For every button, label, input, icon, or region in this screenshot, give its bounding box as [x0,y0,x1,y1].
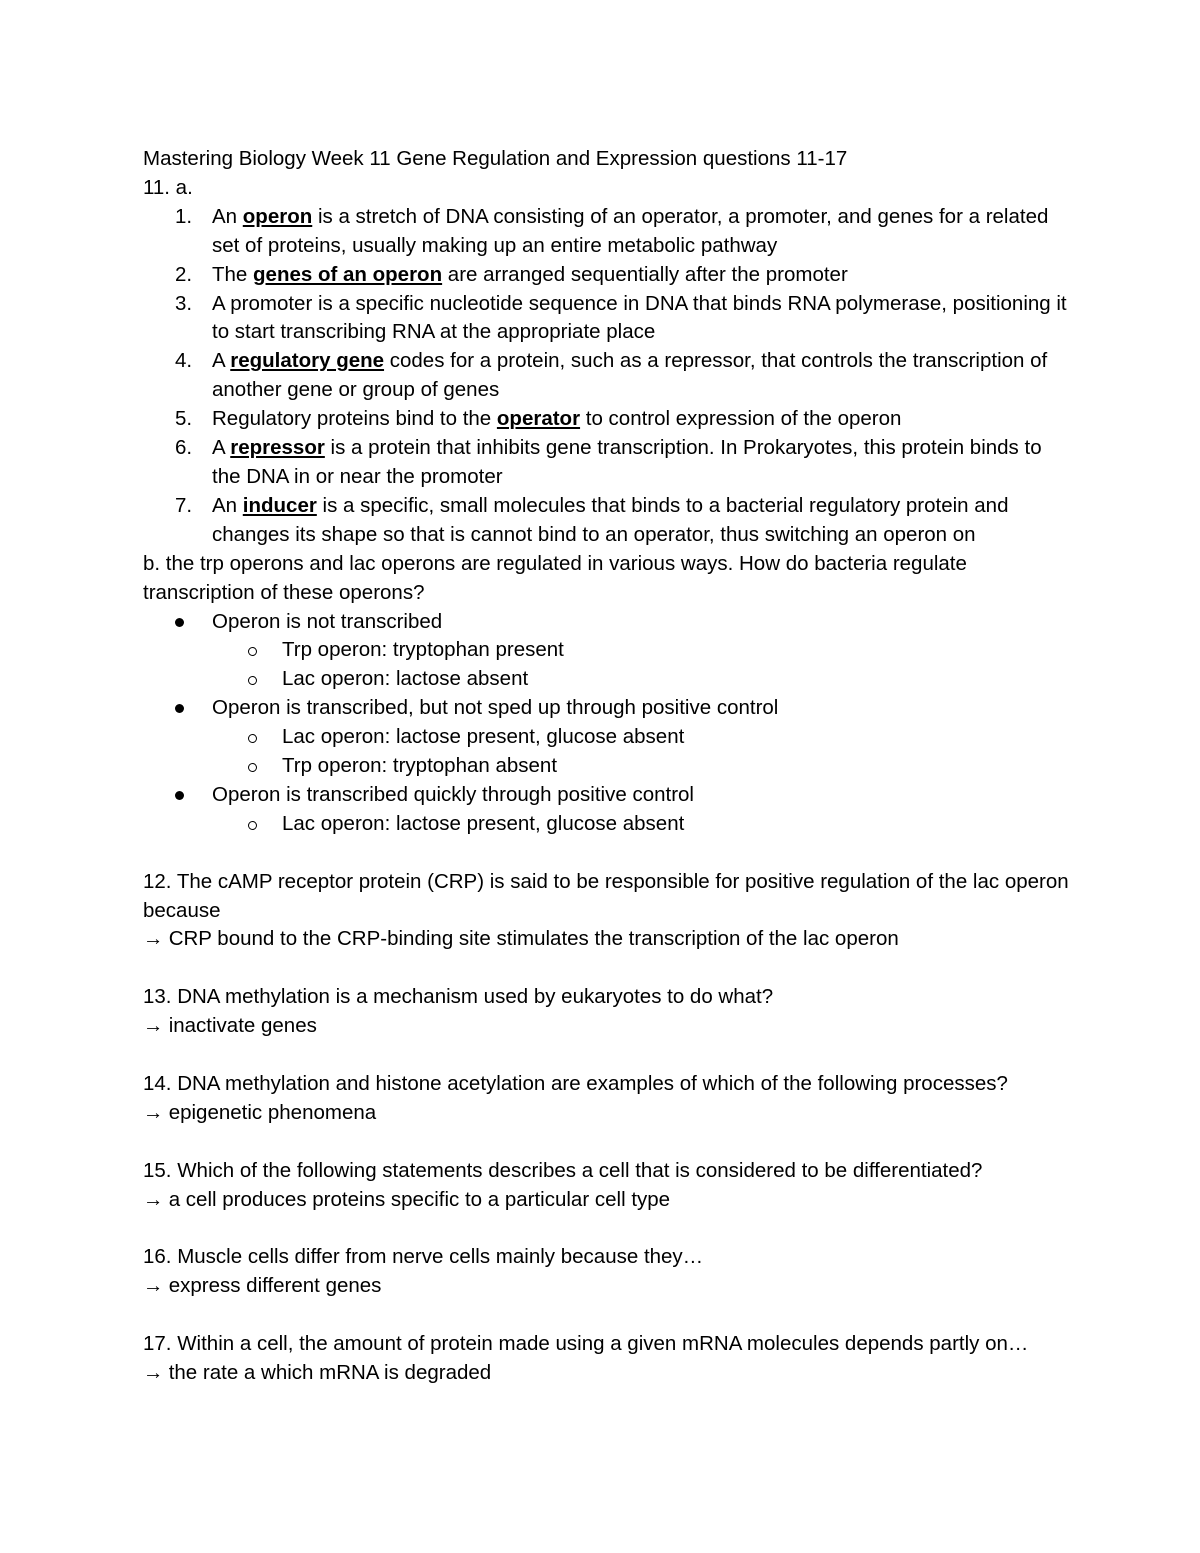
spacer [143,839,1073,868]
sub-condition-item: Lac operon: lactose absent [212,665,1073,694]
item-number: 7. [175,493,193,517]
condition-item: Operon is not transcribed Trp operon: tryptophan present Lac operon: lactose absent [143,608,1073,695]
item-number: 3. [175,291,193,315]
question-17: 17. Within a cell, the amount of protein made using a given mRNA molecules depends partly on… [143,1332,1029,1356]
conditions-list [143,608,1073,839]
item-number: 4. [175,349,193,373]
question-14: 14. DNA methylation and histone acetylation are examples of which of the following processes? [143,1071,1008,1095]
item-number: 1. [175,204,193,228]
answer-17: → the rate a which mRNA is degraded [143,1359,1073,1388]
answer-13: → inactivate genes [143,1012,1073,1041]
sub-conditions-list [212,810,1073,839]
arrow-right-icon: → [143,1187,164,1211]
question-11-label: 11. a. [143,175,193,199]
answer-16: → express different genes [143,1272,1073,1301]
definition-item: 5. Regulatory proteins bind to the operator to control expression of the operon [143,405,1073,434]
spacer [143,954,1073,983]
definition-item: 6. A repressor is a protein that inhibits gene transcription. In Prokaryotes, this protein binds to the DNA in or near the promoter [175,436,1042,488]
circle-bullet-icon [248,647,257,656]
arrow-right-icon: → [143,927,164,951]
sub-condition-item: Lac operon: lactose present, glucose absent [212,723,1073,752]
definition-item: 2. The genes of an operon are arranged sequentially after the promoter [143,261,1073,290]
spacer [143,1301,1073,1330]
item-number: 5. [175,407,193,431]
spacer [143,1214,1073,1243]
circle-bullet-icon [248,734,257,743]
term-inducer: inducer [242,493,317,517]
term-repressor: repressor [230,436,325,460]
answer-12: → CRP bound to the CRP-binding site stimulates the transcription of the lac operon [143,925,1073,954]
bullet-icon [175,704,184,713]
document-page [143,145,1073,1388]
sub-conditions-list [212,723,1073,781]
spacer [143,1128,1073,1157]
sub-condition-item: Trp operon: tryptophan absent [212,752,1073,781]
definitions-list [143,203,1073,550]
answer-15: → a cell produces proteins specific to a particular cell type [143,1186,1073,1215]
circle-bullet-icon [248,821,257,830]
item-number: 2. [175,262,193,286]
question-12: 12. The cAMP receptor protein (CRP) is said to be responsible for positive regulation of the lac operon because [143,869,1069,922]
condition-item: Operon is transcribed quickly through positive control Lac operon: lactose present, glucose absent [143,781,1073,839]
definition-item: 3. A promoter is a specific nucleotide sequence in DNA that binds RNA polymerase, positioning it to start transcribing RNA at the appropriate place [175,291,1067,344]
circle-bullet-icon [248,763,257,772]
question-13: 13. DNA methylation is a mechanism used by eukaryotes to do what? [143,985,774,1009]
sub-conditions-list [212,636,1073,694]
definition-item: 1. An operon is a stretch of DNA consisting of an operator, a promoter, and genes for a related set of proteins, usually making up an entire metabolic pathway [175,204,1049,257]
arrow-right-icon: → [143,1274,164,1298]
bullet-icon [175,791,184,800]
arrow-right-icon: → [143,1014,164,1038]
condition-item: Operon is transcribed, but not sped up through positive control Lac operon: lactose present, glucose absent Trp operon: tryptophan absent [143,694,1073,781]
definition-item: 7. An inducer is a specific, small molecules that binds to a bacterial regulatory protein and changes its shape so that is cannot bind to an operator, thus switching an operon on [175,493,1009,546]
item-number: 6. [175,436,193,460]
document-title: Mastering Biology Week 11 Gene Regulation and Expression questions 11-17 [143,147,848,170]
arrow-right-icon: → [143,1100,164,1124]
sub-condition-item: Lac operon: lactose present, glucose absent [212,810,1073,839]
term-genes-of-an-operon: genes of an operon [253,262,443,286]
question-16: 16. Muscle cells differ from nerve cells mainly because they… [143,1245,704,1269]
definition-item: 4. A regulatory gene codes for a protein, such as a repressor, that controls the transcription of another gene or group of genes [175,349,1048,402]
circle-bullet-icon [248,676,257,685]
term-operon: operon [242,204,313,228]
term-operator: operator [496,407,581,431]
arrow-right-icon: → [143,1360,164,1384]
bullet-icon [175,618,184,627]
question-15: 15. Which of the following statements describes a cell that is considered to be differentiated? [143,1158,983,1182]
question-11b: b. the trp operons and lac operons are regulated in various ways. How do bacteria regulate transcription of these operons? [143,551,967,604]
sub-condition-item: Trp operon: tryptophan present [212,636,1073,665]
answer-14: → epigenetic phenomena [143,1099,1073,1128]
term-regulatory-gene: regulatory gene [230,349,385,373]
spacer [143,1041,1073,1070]
